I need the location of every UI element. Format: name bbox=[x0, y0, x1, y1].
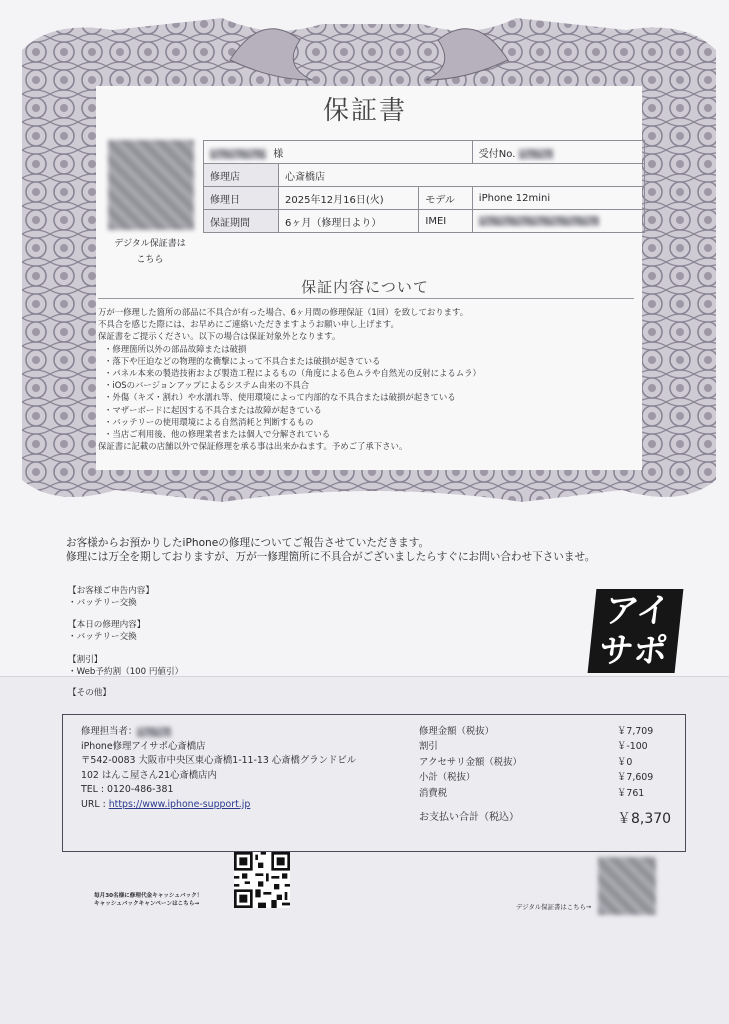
row-label-model: モデル bbox=[419, 187, 472, 210]
terms-line: 不具合を感じた際には、お早めにご連絡いただきますようお願い申し上げます。 bbox=[98, 319, 399, 330]
row-value-model: iPhone 12mini bbox=[472, 187, 644, 210]
terms-line: 万が一修理した箇所の部品に不具合が有った場合、6ヶ月間の修理保証（1回）を致しております。 bbox=[98, 307, 469, 317]
repair-block: 【本日の修理内容】 ・バッテリー交換 bbox=[68, 620, 146, 642]
cashback-note: 毎月30名様に修理代金キャッシュバック！ キャッシュバックキャンペーンはこちら→ bbox=[94, 893, 203, 907]
redacted-name bbox=[210, 149, 266, 159]
price-line: アクセサリ金額（税抜） ￥0 bbox=[419, 756, 633, 768]
price-line: 消費税 ￥761 bbox=[419, 787, 645, 799]
row-value-date: 2025年12月16日(火) bbox=[279, 187, 419, 210]
total-line: お支払い合計（税込） ￥8,370 bbox=[419, 810, 672, 827]
price-lines bbox=[419, 723, 672, 828]
terms-closing: 保証書に記載の店舗以外で保証修理を承る事は出来かねます。予めご了承下さい。 bbox=[98, 441, 408, 452]
certificate-info-table bbox=[203, 140, 645, 233]
redacted-imei bbox=[479, 216, 599, 226]
customer-name-cell: 様 bbox=[204, 141, 473, 164]
terms-bullet: ・iOSのバージョンアップによるシステム由来の不具合 bbox=[104, 380, 310, 391]
terms-bullet: ・外傷（キズ・割れ）や水濡れ等、使用環境によって内部的な不具合または破損が起きている bbox=[104, 392, 456, 403]
shop-info: 修理担当者： iPhone修理アイサポ心斎橋店 〒542-0083 大阪市中央区東心斎橋1-11-13 心斎橋グランドビル 102 はんこ屋さん21心斎橋店内 TEL : 0120-486-381 URL : https://www.iphone-support.jp bbox=[81, 726, 357, 810]
price-line: 修理金額（税抜） ￥7,709 bbox=[419, 726, 654, 737]
digital-warranty-qr[interactable] bbox=[108, 140, 194, 230]
row-label-period: 保証期間 bbox=[204, 210, 279, 233]
price-line: 小計（税抜） ￥7,609 bbox=[419, 772, 654, 784]
certificate-title: 保証書 bbox=[322, 96, 407, 126]
qr-caption: デジタル保証書は こちら bbox=[114, 239, 186, 265]
shop-name: iPhone修理アイサポ心斎橋店 bbox=[81, 740, 206, 752]
terms-bullet: ・マザーボードに起因する不具合または故障が起きている bbox=[104, 404, 322, 415]
terms-line: 保証書をご提示ください。以下の場合は保証対象外となります。 bbox=[98, 331, 341, 342]
price-line: 割引 ￥-100 bbox=[419, 741, 648, 753]
discount-block: 【割引】 ・Web予約割（100 円値引） bbox=[68, 655, 184, 677]
cashback-qr-code[interactable] bbox=[234, 852, 290, 908]
shop-address: 〒542-0083 大阪市中央区東心斎橋1-11-13 心斎橋グランドビル bbox=[81, 755, 357, 767]
receipt-number-cell: 受付No. bbox=[472, 141, 644, 164]
terms-bullet: ・修理箇所以外の部品故障または破損 bbox=[104, 343, 247, 354]
report-intro: お客様からお預かりしたiPhoneの修理についてご報告させていただきます。 修理には万全を期しておりますが、万が一修理箇所に不具合がございましたらすぐにお問い合わせ下さいませ。 bbox=[66, 537, 596, 563]
terms-bullet: ・バッテリーの使用環境による自然消耗と判断するもの bbox=[104, 416, 314, 427]
redacted-receipt bbox=[519, 149, 553, 159]
digital-warranty-caption: デジタル保証書はこちら→ bbox=[516, 903, 592, 911]
complaint-block: 【お客様ご申告内容】 ・バッテリー交換 bbox=[68, 586, 154, 608]
row-value-shop: 心斎橋店 bbox=[279, 164, 645, 187]
terms-title: 保証内容について bbox=[301, 278, 429, 296]
payment-summary bbox=[62, 714, 686, 852]
terms-divider bbox=[98, 298, 634, 299]
row-label-imei: IMEI bbox=[419, 210, 472, 233]
row-value-period: 6ヶ月（修理日より） bbox=[279, 210, 419, 233]
row-label-date: 修理日 bbox=[204, 187, 279, 210]
shop-tel: TEL : 0120-486-381 bbox=[81, 784, 174, 796]
terms-bullet: ・パネル本来の製造技術および製造工程によるもの（角度による色ムラや自然光の反射によるムラ） bbox=[104, 368, 481, 379]
shop-url-link[interactable]: https://www.iphone-support.jp bbox=[108, 798, 251, 810]
shop-address-2: 102 はんこ屋さん21心斎橋店内 bbox=[81, 769, 217, 781]
isapo-logo: アイ サポ bbox=[588, 589, 684, 673]
redacted-staff bbox=[137, 727, 171, 737]
row-value-imei bbox=[472, 210, 644, 233]
other-block: 【その他】 bbox=[68, 688, 111, 698]
row-label-shop: 修理店 bbox=[204, 164, 279, 187]
digital-warranty-qr-bottom[interactable] bbox=[598, 857, 656, 915]
terms-text bbox=[98, 306, 638, 452]
terms-bullet: ・落下や圧迫などの物理的な衝撃によって不具合または破損が起きている bbox=[104, 355, 381, 366]
terms-bullet: ・当店ご利用後、他の修理業者または個人で分解されている bbox=[104, 429, 331, 440]
